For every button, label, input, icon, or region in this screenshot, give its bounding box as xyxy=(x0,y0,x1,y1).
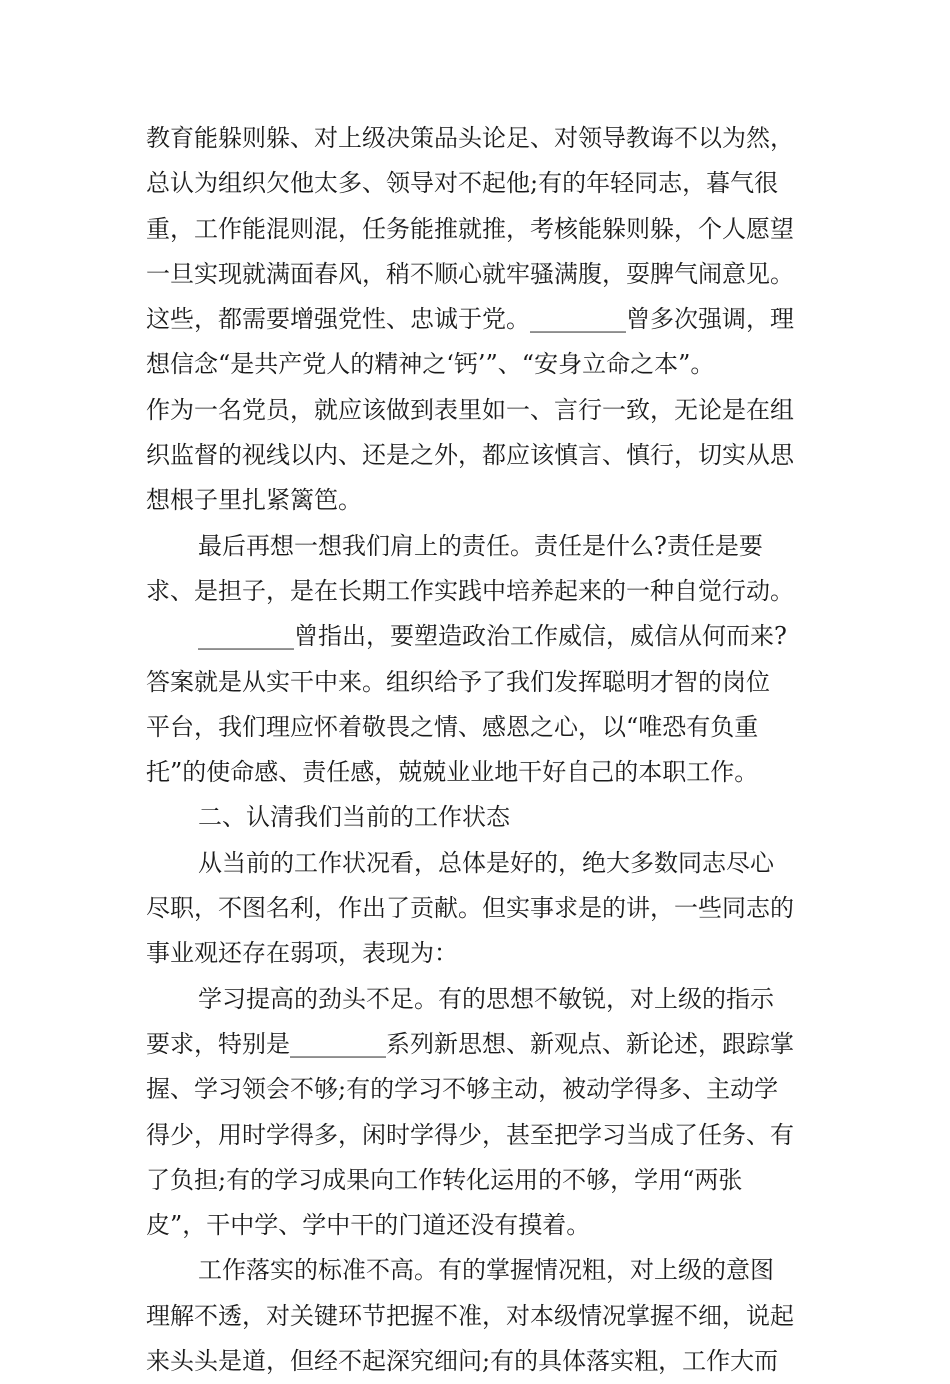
text-line: 得少，用时学得多，闲时学得少，甚至把学习当成了任务、有 xyxy=(146,1120,794,1149)
document-page xyxy=(146,116,811,1384)
paragraph-start-line: ________曾指出，要塑造政治工作威信，威信从何而来? xyxy=(198,622,787,651)
text-line: 了负担;有的学习成果向工作转化运用的不够，学用“两张 xyxy=(146,1165,743,1194)
paragraph-start-line: 从当前的工作状况看，总体是好的，绝大多数同志尽心 xyxy=(198,848,774,877)
text-line: 来头头是道，但经不起深究细问;有的具体落实粗，工作大而 xyxy=(146,1347,779,1376)
text-line: 求、是担子，是在长期工作实践中培养起来的一种自觉行动。 xyxy=(146,576,794,605)
text-line: 作为一名党员，就应该做到表里如一、言行一致，无论是在组 xyxy=(146,395,794,424)
text-line: 答案就是从实干中来。组织给予了我们发挥聪明才智的岗位 xyxy=(146,667,770,696)
text-line: 握、学习领会不够;有的学习不够主动，被动学得多、主动学 xyxy=(146,1075,779,1104)
text-line: 总认为组织欠他太多、领导对不起他;有的年轻同志，暮气很 xyxy=(146,169,779,198)
text-line: 皮”，干中学、学中干的门道还没有摸着。 xyxy=(146,1211,591,1240)
text-line: 重，工作能混则混，任务能推就推，考核能躲则躲，个人愿望 xyxy=(146,214,794,243)
text-line: 想根子里扎紧篱笆。 xyxy=(146,486,362,515)
paragraph-start-line: 学习提高的劲头不足。有的思想不敏锐，对上级的指示 xyxy=(198,984,774,1013)
text-line: 托”的使命感、责任感，兢兢业业地干好自己的本职工作。 xyxy=(146,758,759,787)
text-line: 织监督的视线以内、还是之外，都应该慎言、慎行，切实从思 xyxy=(146,441,794,470)
text-line: 一旦实现就满面春风，稍不顺心就牢骚满腹，耍脾气闹意见。 xyxy=(146,259,794,288)
text-line: 想信念“是共产党人的精神之‘钙’”、“安身立命之本”。 xyxy=(146,350,715,379)
text-line: 尽职，不图名利，作出了贡献。但实事求是的讲，一些同志的 xyxy=(146,894,794,923)
section-heading: 二、认清我们当前的工作状态 xyxy=(198,803,510,832)
text-line: 平台，我们理应怀着敬畏之情、感恩之心，以“唯恐有负重 xyxy=(146,712,759,741)
text-line: 要求，特别是________系列新思想、新观点、新论述，跟踪掌 xyxy=(146,1029,794,1058)
text-line: 这些，都需要增强党性、忠诚于党。________曾多次强调，理 xyxy=(146,305,794,334)
paragraph-start-line: 最后再想一想我们肩上的责任。责任是什么?责任是要 xyxy=(198,531,763,560)
text-line: 理解不透，对关键环节把握不准，对本级情况掌握不细，说起 xyxy=(146,1301,794,1330)
text-line: 事业观还存在弱项，表现为： xyxy=(146,939,458,968)
text-line: 教育能躲则躲、对上级决策品头论足、对领导教诲不以为然， xyxy=(146,124,794,152)
paragraph-start-line: 工作落实的标准不高。有的掌握情况粗，对上级的意图 xyxy=(198,1256,774,1285)
